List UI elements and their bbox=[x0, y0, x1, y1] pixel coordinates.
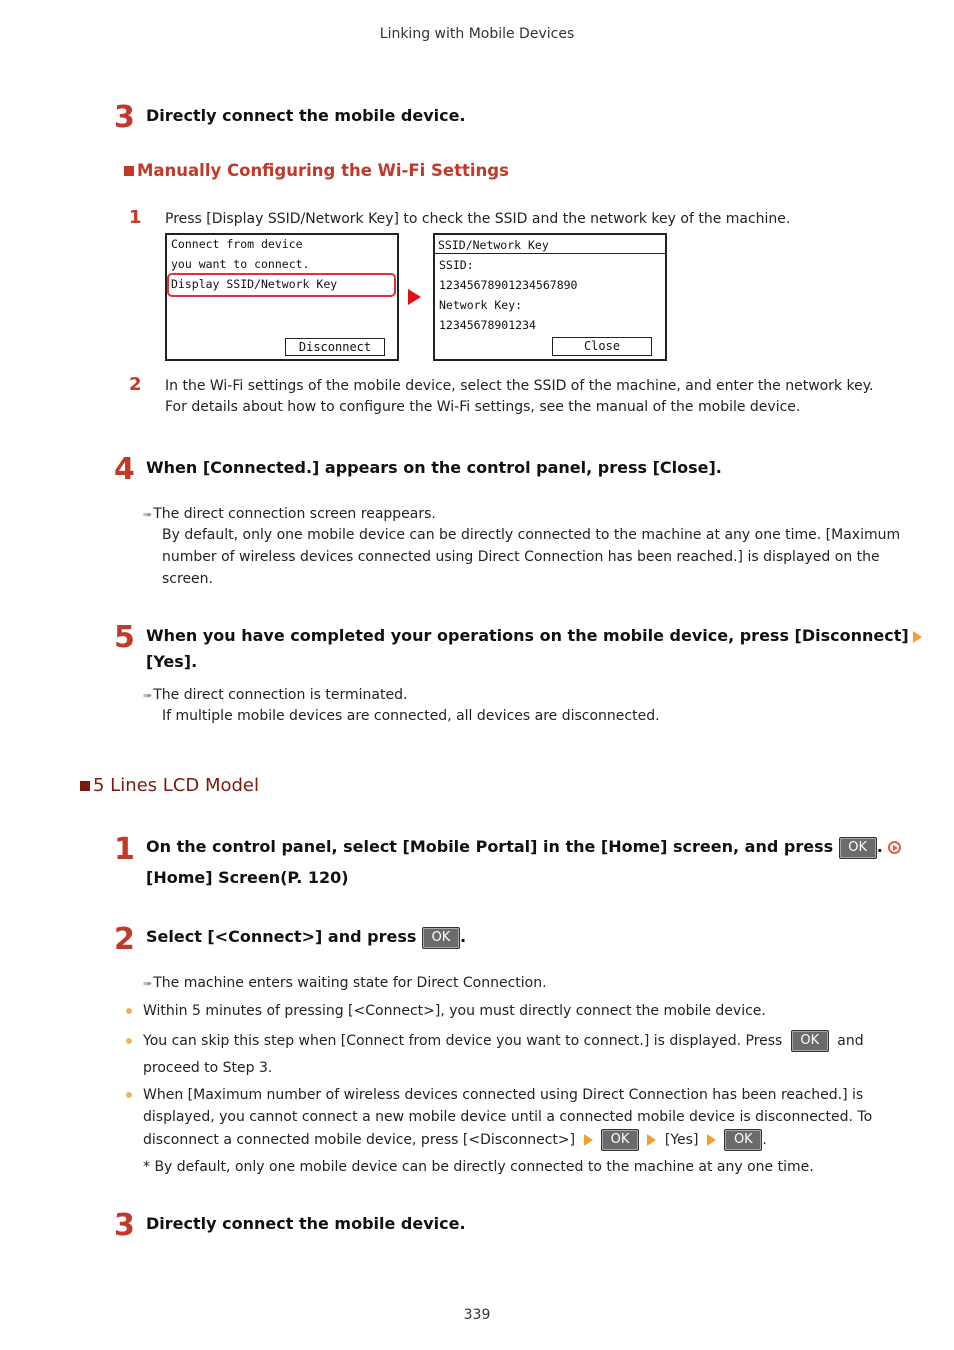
period: . bbox=[762, 1132, 767, 1148]
period: . bbox=[459, 927, 467, 946]
substep-text: In the Wi-Fi settings of the mobile device, select the SSID of the machine, and enter the network key. bbox=[165, 378, 874, 394]
lcd-line: 12345678901234 bbox=[439, 318, 536, 332]
result-arrow-icon: ➠ bbox=[143, 508, 151, 521]
ok-key-icon: OK bbox=[839, 837, 877, 859]
note-text: If multiple mobile devices are connected, all devices are disconnected. bbox=[162, 708, 660, 724]
bullet-text-part: disconnect a connected mobile device, press [<Disconnect>] bbox=[143, 1132, 576, 1148]
bullet-text: Within 5 minutes of pressing [<Connect>], you must directly connect the mobile device. bbox=[143, 1003, 766, 1019]
home-screen-link[interactable]: [Home] Screen(P. 120) bbox=[146, 868, 349, 887]
section-heading-text: 5 Lines LCD Model bbox=[93, 775, 260, 796]
result-line bbox=[143, 972, 547, 995]
step-number: 4 bbox=[114, 452, 135, 487]
result-line bbox=[143, 503, 436, 526]
lcd-line: Connect from device bbox=[171, 237, 303, 251]
step-title-text: Select [<Connect>] and press bbox=[146, 927, 417, 946]
substep-number: 1 bbox=[129, 207, 142, 228]
lcd-line: Display SSID/Network Key bbox=[171, 277, 338, 291]
arrow-right-icon bbox=[647, 1134, 656, 1146]
bullet-text: proceed to Step 3. bbox=[143, 1060, 273, 1076]
bullet-text bbox=[143, 1129, 767, 1151]
bullet-icon bbox=[126, 1038, 132, 1044]
link-arrow-icon bbox=[888, 841, 901, 854]
step-title-cont: [Yes]. bbox=[146, 652, 198, 671]
result-line bbox=[143, 684, 407, 707]
step-title-text: When you have completed your operations on the mobile device, press [Disconnect] bbox=[146, 626, 909, 645]
step-number: 1 bbox=[114, 832, 135, 867]
step-title: Directly connect the mobile device. bbox=[146, 1214, 466, 1233]
step-title bbox=[146, 924, 466, 950]
result-text: The direct connection screen reappears. bbox=[153, 506, 436, 522]
page-number: 339 bbox=[463, 1307, 491, 1323]
step-number: 3 bbox=[114, 100, 135, 135]
section-heading bbox=[80, 775, 259, 796]
subsection-heading-text: Manually Configuring the Wi-Fi Settings bbox=[137, 161, 509, 180]
note-text: screen. bbox=[162, 571, 213, 587]
bullet-text: displayed, you cannot connect a new mobile device until a connected mobile device is disconnected. To bbox=[143, 1109, 873, 1125]
lcd-title: SSID/Network Key bbox=[438, 238, 549, 252]
bullet-text-part: [Yes] bbox=[664, 1132, 699, 1148]
ok-key-icon: OK bbox=[601, 1129, 639, 1151]
ok-key-icon: OK bbox=[791, 1030, 829, 1052]
highlight-box bbox=[167, 273, 396, 297]
substep-text: For details about how to configure the Wi-Fi settings, see the manual of the mobile device. bbox=[165, 399, 801, 415]
lcd-line: Network Key: bbox=[439, 298, 523, 312]
arrow-right-icon bbox=[913, 631, 922, 643]
step-number: 2 bbox=[114, 922, 135, 957]
lcd-disconnect-button: Disconnect bbox=[285, 338, 385, 356]
square-bullet-icon bbox=[124, 166, 134, 176]
arrow-right-icon bbox=[408, 289, 421, 305]
bullet-text: When [Maximum number of wireless devices connected using Direct Connection has been reached.] is bbox=[143, 1087, 864, 1103]
substep-number: 2 bbox=[129, 374, 142, 395]
lcd-close-button: Close bbox=[552, 337, 652, 356]
step-title: On the control panel, select [Mobile Portal] in the [Home] screen, and press OK . bbox=[146, 834, 901, 860]
ok-key-icon: OK bbox=[724, 1129, 762, 1151]
bullet-icon bbox=[126, 1092, 132, 1098]
footnote: * By default, only one mobile device can be directly connected to the machine at any one time. bbox=[143, 1159, 814, 1175]
arrow-right-icon bbox=[707, 1134, 716, 1146]
step-title bbox=[146, 623, 926, 649]
lcd-line: 12345678901234567890 bbox=[439, 278, 578, 292]
bullet-text bbox=[143, 1030, 864, 1052]
subsection-heading bbox=[124, 161, 509, 180]
step-number: 5 bbox=[114, 620, 135, 655]
lcd-screen-connect bbox=[165, 233, 399, 361]
lcd-line: you want to connect. bbox=[171, 257, 310, 271]
result-arrow-icon: ➠ bbox=[143, 689, 151, 702]
result-text: The machine enters waiting state for Direct Connection. bbox=[153, 975, 547, 991]
arrow-right-icon bbox=[584, 1134, 593, 1146]
note-text: By default, only one mobile device can be directly connected to the machine at any one time. [Maximum bbox=[162, 527, 901, 543]
step-title: When [Connected.] appears on the control panel, press [Close]. bbox=[146, 458, 722, 477]
step-title-text: On the control panel, select [Mobile Portal] in the [Home] screen, and press bbox=[146, 837, 834, 856]
page-header: Linking with Mobile Devices bbox=[379, 26, 575, 42]
bullet-text-part: You can skip this step when [Connect from device you want to connect.] is displayed. Press bbox=[143, 1033, 783, 1049]
lcd-line: SSID: bbox=[439, 258, 474, 272]
step-number: 3 bbox=[114, 1208, 135, 1243]
square-bullet-icon bbox=[80, 781, 90, 791]
step-title: Directly connect the mobile device. bbox=[146, 106, 466, 125]
ok-key-icon: OK bbox=[422, 927, 460, 949]
result-text: The direct connection is terminated. bbox=[153, 687, 408, 703]
lcd-divider bbox=[435, 253, 665, 254]
result-arrow-icon: ➠ bbox=[143, 977, 151, 990]
lcd-screen-ssid bbox=[433, 233, 667, 361]
substep-text: Press [Display SSID/Network Key] to check the SSID and the network key of the machine. bbox=[165, 211, 791, 227]
note-text: number of wireless devices connected using Direct Connection has been reached.] is displayed on the bbox=[162, 549, 880, 565]
bullet-text-part: and bbox=[837, 1033, 864, 1049]
bullet-icon bbox=[126, 1008, 132, 1014]
